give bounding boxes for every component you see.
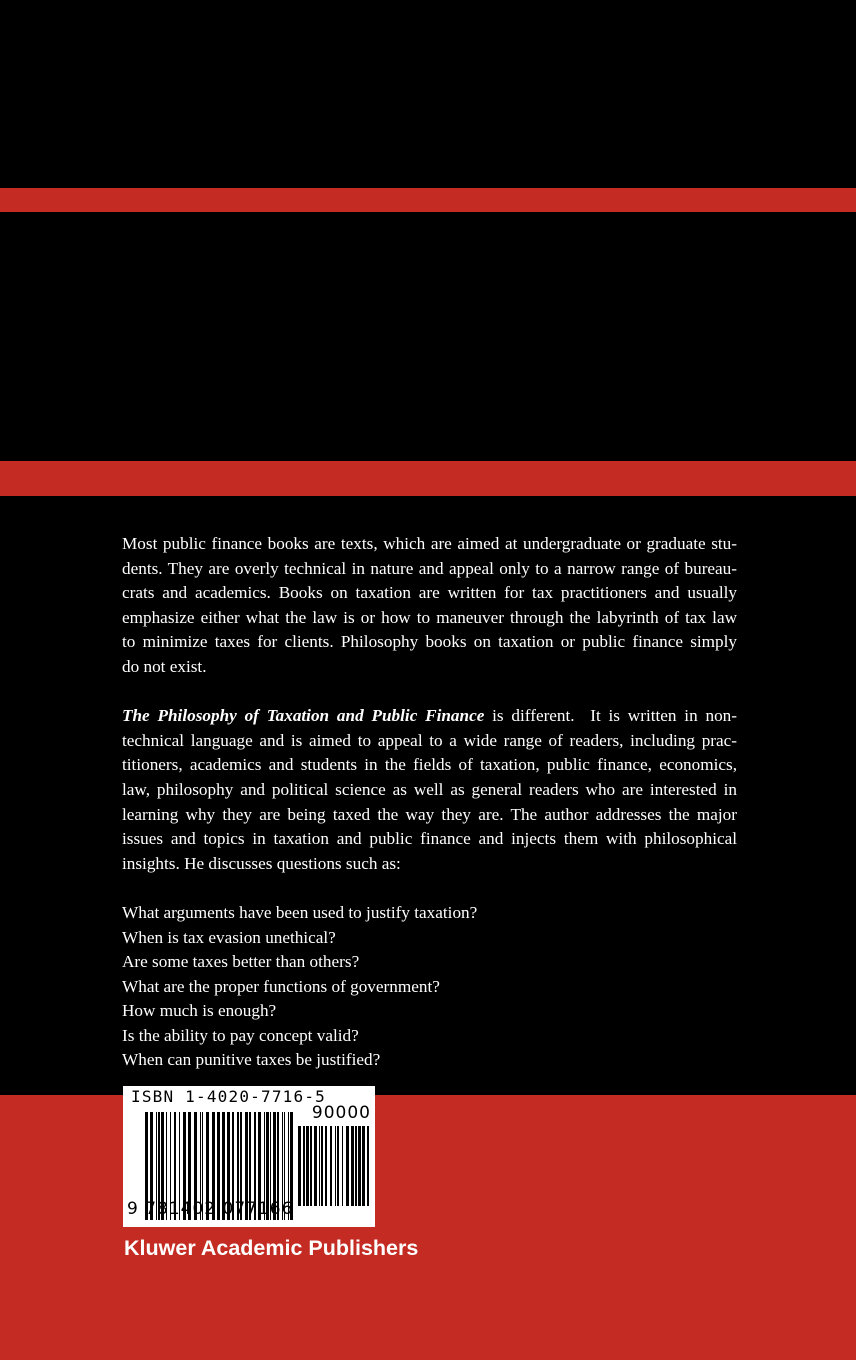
publisher-name: Kluwer Academic Publishers	[124, 1236, 419, 1260]
barcode-bar	[321, 1126, 323, 1206]
barcode-bar	[298, 1126, 301, 1206]
question-item: How much is enough?	[122, 1001, 277, 1021]
text-line: do not exist.	[122, 656, 207, 676]
barcode-bar	[367, 1126, 369, 1206]
middle-red-stripe	[0, 461, 856, 496]
text-line: emphasize either what the law is or how to maneuver through the labyrinth of tax law	[122, 607, 737, 627]
text-line: learning why they are being taxed the way they are. The author addresses the major	[122, 804, 737, 824]
text-line: Most public finance books are texts, which are aimed at undergraduate or graduate stu-	[122, 534, 737, 553]
barcode-bar	[342, 1126, 343, 1206]
barcode-bar	[346, 1126, 349, 1206]
text-line: to minimize taxes for clients. Philosophy books on taxation or public finance simply	[122, 632, 737, 652]
paragraph-2	[122, 704, 737, 876]
book-title: The Philosophy of Taxation and Public Finance	[122, 706, 485, 726]
question-item: When is tax evasion unethical?	[122, 927, 336, 947]
question-item: When can punitive taxes be justified?	[122, 1050, 381, 1070]
text-line: insights. He discusses questions such as:	[122, 853, 401, 873]
question-item: Is the ability to pay concept valid?	[122, 1025, 359, 1045]
barcode-bar	[314, 1126, 317, 1206]
barcode-bar	[358, 1126, 361, 1206]
barcode-bar	[325, 1126, 327, 1206]
barcode-bar	[306, 1126, 309, 1206]
text-line: issues and topics in taxation and public finance and injects them with philosophical	[122, 829, 737, 849]
text-line: crats and academics. Books on taxation are written for tax practitioners and usually	[122, 583, 737, 603]
isbn-barcode	[123, 1086, 375, 1227]
barcode-bar	[337, 1126, 339, 1206]
question-item: What are the proper functions of government?	[122, 976, 440, 996]
barcode-bar	[310, 1126, 312, 1206]
barcode-bar	[330, 1126, 332, 1206]
text-fragment: is different. It is written in non-	[484, 706, 737, 726]
barcode-bar	[335, 1126, 336, 1206]
text-line: technical language and is aimed to appeal to a wide range of readers, including prac-	[122, 730, 737, 750]
barcode-bar	[351, 1126, 354, 1206]
barcode-bar	[362, 1126, 365, 1206]
question-list	[122, 901, 737, 1073]
top-red-stripe	[0, 188, 856, 212]
text-line: titioners, academics and students in the fields of taxation, public finance, economics,	[122, 755, 737, 775]
question-item: Are some taxes better than others?	[122, 952, 360, 972]
paragraph-1	[122, 532, 737, 680]
text-line: law, philosophy and political science as well as general readers who are interested in	[122, 779, 737, 799]
price-code: 90000	[311, 1103, 371, 1123]
blurb	[122, 532, 737, 1073]
barcode-bar	[319, 1126, 320, 1206]
ean-number: 9 781402 077166	[127, 1199, 294, 1219]
text-line	[122, 704, 737, 729]
barcode-bar	[303, 1126, 305, 1206]
barcode-bar	[355, 1126, 357, 1206]
text-line: dents. They are overly technical in nature and appeal only to a narrow range of bureau-	[122, 558, 737, 578]
isbn-text: ISBN 1-4020-7716-5	[131, 1087, 326, 1106]
question-item: What arguments have been used to justify taxation?	[122, 902, 478, 922]
